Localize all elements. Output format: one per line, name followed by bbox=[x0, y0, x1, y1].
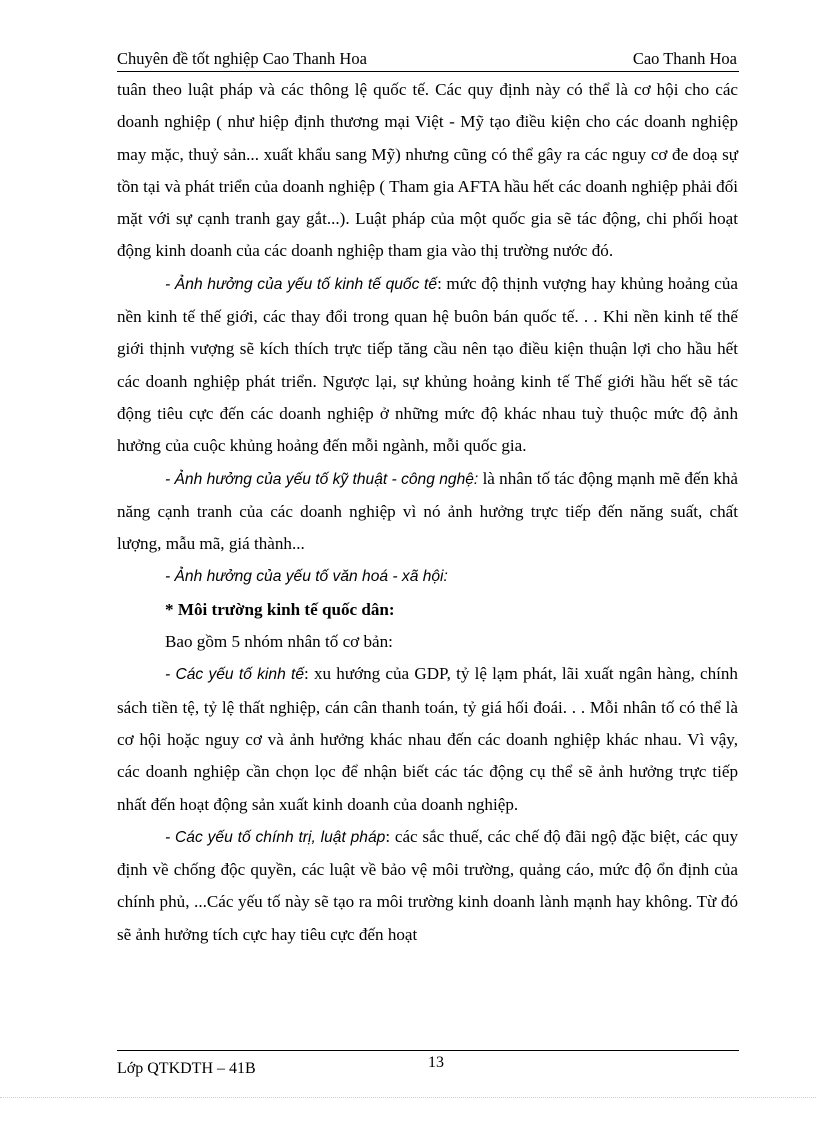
header-title: Chuyên đề tốt nghiệp Cao Thanh Hoa bbox=[117, 49, 367, 68]
paragraph-political-factors bbox=[117, 821, 738, 951]
paragraph-technology-title: - Ảnh hưởng của yếu tố kỹ thuật - công nghệ: bbox=[165, 470, 479, 488]
page-edge-divider bbox=[0, 1097, 816, 1098]
paragraph-economic-factors bbox=[117, 658, 738, 820]
paragraph-political-factors-text: : các sắc thuế, các chế độ đãi ngộ đặc biệt, các quy định về chống độc quyền, các luật về bảo vệ môi trường, quảng cáo, mức độ ổn định của chính phủ, ...Các yếu tố này sẽ tạo ra môi trường kinh doanh lành mạnh hay không. Từ đó sẽ ảnh hưởng tích cực hay tiêu cực đến hoạt bbox=[117, 826, 738, 944]
page-footer bbox=[117, 1050, 739, 1077]
paragraph-technology bbox=[117, 463, 738, 561]
section-heading bbox=[117, 594, 738, 626]
document-body bbox=[117, 74, 738, 951]
section-heading-text: * Môi trường kinh tế quốc dân: bbox=[165, 599, 395, 619]
page-number: 13 bbox=[428, 1054, 444, 1071]
header-author: Cao Thanh Hoa bbox=[632, 49, 737, 68]
paragraph-international-economy-text: : mức độ thịnh vượng hay khủng hoảng của nền kinh tế thế giới, các thay đổi trong quan hệ buôn bán quốc tế. . . Khi nền kinh tế thế giới thịnh vượng sẽ kích thích trực tiếp tăng cầu nên tạo điều kiện thuận lợi cho hầu hết các doanh nghiệp phát triển. Ngược lại, sự khủng hoảng kinh tế Thế giới hầu hết sẽ tác động tiêu cực đến các doanh nghiệp ở những mức độ khác nhau tuỳ thuộc mức độ ảnh hưởng của cuộc khủng hoảng đến mỗi ngành, mỗi quốc gia. bbox=[117, 273, 738, 456]
paragraph-culture bbox=[117, 560, 738, 593]
paragraph-economic-factors-text: : xu hướng của GDP, tỷ lệ lạm phát, lãi xuất ngân hàng, chính sách tiền tệ, tỷ lệ thất nghiệp, cán cân thanh toán, tỷ giá hối đoái. . . Mỗi nhân tố có thể là cơ hội hoặc nguy cơ và ảnh hưởng khác nhau đến các doanh nghiệp khác nhau. Vì vậy, các doanh nghiệp cần chọn lọc để nhận biết các tác động cụ thể sẽ ảnh hưởng trực tiếp nhất đến hoạt động sản xuất kinh doanh của doanh nghiệp. bbox=[117, 664, 738, 814]
paragraph-economic-factors-title: - Các yếu tố kinh tế bbox=[165, 666, 305, 684]
paragraph-technology-text: là nhân tố tác động mạnh mẽ đến khả năng cạnh tranh của các doanh nghiệp vì nó ảnh hưởng trực tiếp đến năng suất, chất lượng, mẫu mã, giá thành... bbox=[117, 468, 739, 554]
paragraph-political-factors-title: - Các yếu tố chính trị, luật pháp bbox=[165, 828, 386, 846]
paragraph-intro: Bao gồm 5 nhóm nhân tố cơ bản: bbox=[165, 632, 393, 652]
paragraph-culture-title: - Ảnh hưởng của yếu tố văn hoá - xã hội: bbox=[165, 568, 448, 586]
page-header bbox=[117, 49, 739, 72]
paragraph-law: tuân theo luật pháp và các thông lệ quốc tế. Các quy định này có thể là cơ hội cho các doanh nghiệp ( như hiệp định thương mại Việt - Mỹ tạo điều kiện cho các doanh nghiệp may mặc, thuỷ sản... xuất khẩu sang Mỹ) nhưng cũng có thể gây ra các nguy cơ đe doạ sự tồn tại và phát triển của doanh nghiệp ( Tham gia AFTA hầu hết các doanh nghiệp phải đối mặt với sự cạnh tranh gay gắt...). Luật pháp của một quốc gia sẽ tác động, chi phối hoạt động kinh doanh của các doanh nghiệp tham gia vào thị trường nước đó. bbox=[117, 80, 738, 261]
paragraph-international-economy bbox=[117, 268, 738, 463]
paragraph-international-economy-title: - Ảnh hưởng của yếu tố kinh tế quốc tế bbox=[165, 275, 438, 293]
footer-class: Lớp QTKDTH – 41B bbox=[117, 1060, 256, 1077]
